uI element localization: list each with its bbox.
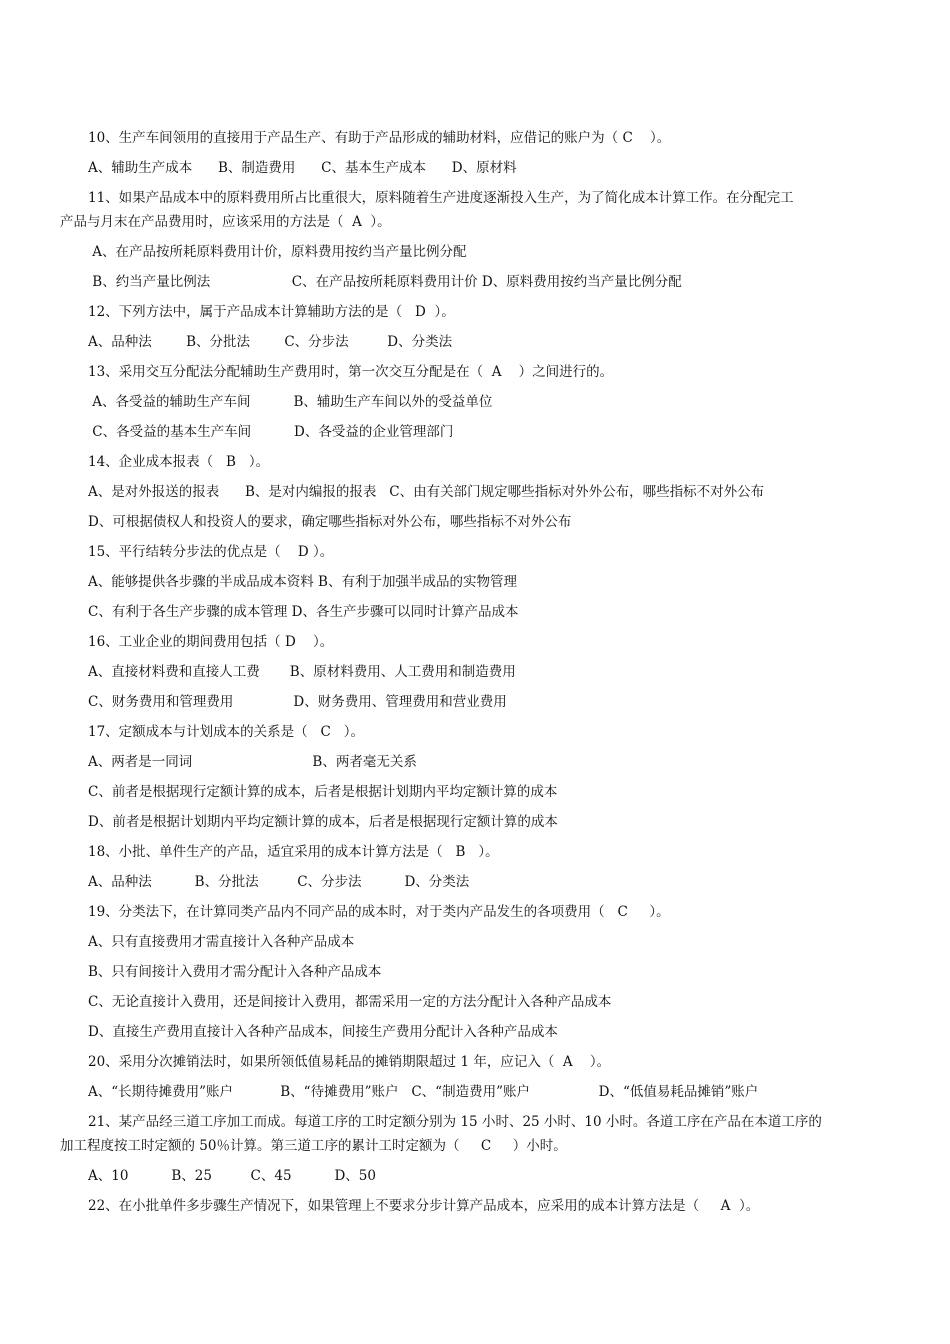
option-line: B、只有间接计入费用才需分配计入各种产品成本 bbox=[88, 964, 382, 980]
question-line: 20、采用分次摊销法时，如果所领低值易耗品的摊销期限超过 1 年，应记入（ A ）。 bbox=[88, 1054, 611, 1070]
option-line: A、品种法 B、分批法 C、分步法 D、分类法 bbox=[88, 334, 453, 350]
question-line: 15、平行结转分步法的优点是（ D ）。 bbox=[88, 544, 334, 560]
question-line: 18、小批、单件生产的产品，适宜采用的成本计算方法是（ B ）。 bbox=[88, 844, 499, 860]
option-line: A、在产品按所耗原料费用计价，原料费用按约当产量比例分配 bbox=[88, 244, 467, 260]
option-line: A、两者是一同词 B、两者毫无关系 bbox=[88, 754, 417, 770]
question-line: 17、定额成本与计划成本的关系是（ C ）。 bbox=[88, 724, 365, 740]
question-line: 11、如果产品成本中的原料费用所占比重很大，原料随着生产进度逐渐投入生产，为了简化成本计算工作。在分配完工 bbox=[88, 190, 794, 206]
option-line: C、各受益的基本生产车间 D、各受益的企业管理部门 bbox=[88, 424, 454, 440]
option-line: C、前者是根据现行定额计算的成本，后者是根据计划期内平均定额计算的成本 bbox=[88, 784, 558, 800]
question-line: 10、生产车间领用的直接用于产品生产、有助于产品形成的辅助材料，应借记的账户为（ C ）。 bbox=[88, 130, 671, 146]
option-line: A、“长期待摊费用”账户 B、“待摊费用”账户 C、“制造费用”账户 D、“低值易耗品摊销”账户 bbox=[88, 1084, 759, 1100]
option-line: C、无论直接计入费用，还是间接计入费用，都需采用一定的方法分配计入各种产品成本 bbox=[88, 994, 612, 1010]
option-line: A、品种法 B、分批法 C、分步法 D、分类法 bbox=[88, 874, 470, 890]
option-line: D、可根据债权人和投资人的要求，确定哪些指标对外公布，哪些指标不对外公布 bbox=[88, 514, 572, 530]
option-line: A、直接材料费和直接人工费 B、原材料费用、人工费用和制造费用 bbox=[88, 664, 516, 680]
option-line: B、约当产量比例法 C、在产品按所耗原料费用计价 D、原料费用按约当产量比例分配 bbox=[88, 274, 682, 290]
question-line: 13、采用交互分配法分配辅助生产费用时，第一次交互分配是在（ A ）之间进行的。 bbox=[88, 364, 614, 380]
option-line: A、是对外报送的报表 B、是对内编报的报表 C、由有关部门规定哪些指标对外外公布，哪些指标不对外公布 bbox=[88, 484, 765, 500]
option-line: C、有利于各生产步骤的成本管理 D、各生产步骤可以同时计算产品成本 bbox=[88, 604, 519, 620]
option-line: D、前者是根据计划期内平均定额计算的成本，后者是根据现行定额计算的成本 bbox=[88, 814, 558, 830]
option-line: A、10 B、25 C、45 D、50 bbox=[88, 1168, 376, 1184]
question-continuation: 加工程度按工时定额的 50％计算。第三道工序的累计工时定额为（ C ）小时。 bbox=[60, 1138, 567, 1154]
option-line: A、辅助生产成本 B、制造费用 C、基本生产成本 D、原材料 bbox=[88, 160, 517, 176]
option-line: C、财务费用和管理费用 D、财务费用、管理费用和营业费用 bbox=[88, 694, 507, 710]
question-line: 12、下列方法中，属于产品成本计算辅助方法的是（ D ）。 bbox=[88, 304, 455, 320]
option-line: A、各受益的辅助生产车间 B、辅助生产车间以外的受益单位 bbox=[88, 394, 493, 410]
option-line: A、能够提供各步骤的半成品成本资料 B、有利于加强半成品的实物管理 bbox=[88, 574, 517, 590]
question-line: 14、企业成本报表（ B ）。 bbox=[88, 454, 270, 470]
question-line: 16、工业企业的期间费用包括（ D ）。 bbox=[88, 634, 334, 650]
question-line: 19、分类法下，在计算同类产品内不同产品的成本时，对于类内产品发生的各项费用（ C ）。 bbox=[88, 904, 670, 920]
option-line: D、直接生产费用直接计入各种产品成本，间接生产费用分配计入各种产品成本 bbox=[88, 1024, 558, 1040]
option-line: A、只有直接费用才需直接计入各种产品成本 bbox=[88, 934, 355, 950]
question-continuation: 产品与月末在产品费用时，应该采用的方法是（ A ）。 bbox=[60, 214, 391, 230]
question-line: 22、在小批单件多步骤生产情况下，如果管理上不要求分步计算产品成本，应采用的成本计算方法是（ A ）。 bbox=[88, 1198, 760, 1214]
question-line: 21、某产品经三道工序加工而成。每道工序的工时定额分别为 15 小时、25 小时、10 小时。各道工序在产品在本道工序的 bbox=[88, 1114, 822, 1130]
